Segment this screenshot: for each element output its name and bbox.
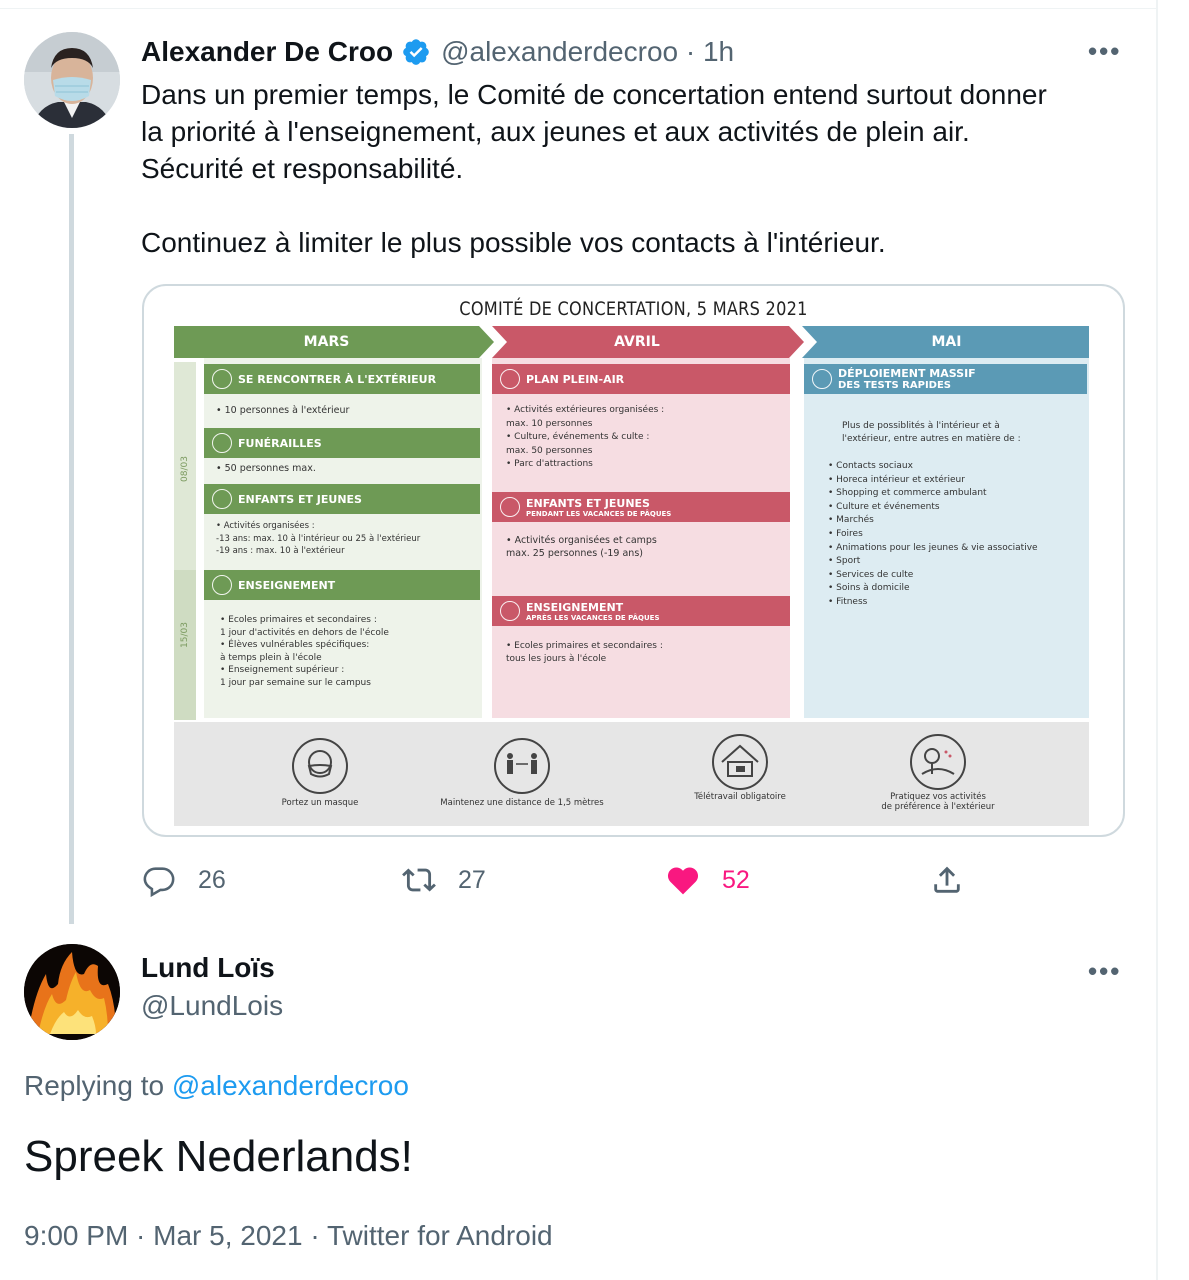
section-header: PLAN PLEIN-AIR [492,364,790,394]
date-label: 15/03 [179,622,190,648]
section-text: • Activités organisées : -13 ans: max. 10 à l'intérieur ou 25 à l'extérieur -19 ans : max. 10 à l'extérieur [216,521,421,556]
section-text: • 10 personnes à l'extérieur [216,405,350,416]
section-header: DÉPLOIEMENT MASSIF DES TESTS RAPIDES [804,364,1087,394]
column-avril [492,358,790,718]
section-header: FUNÉRAILLES [204,428,480,458]
retweet-count: 27 [458,865,486,894]
reply-author-handle[interactable]: @LundLois [141,990,284,1021]
section-header: ENFANTS ET JEUNES PENDANT LES VACANCES DE PÂQUES [492,492,790,522]
book-icon [212,575,232,595]
author-avatar[interactable] [24,32,120,128]
meeting-icon [212,369,232,389]
reply-author-name[interactable]: Lund Loïs [141,952,275,983]
author-name[interactable]: Alexander De Croo [141,36,394,67]
tweet-text-line: Dans un premier temps, le Comité de concertation entend surtout donner [141,79,1047,110]
distance-icon [494,738,550,794]
section-intro: Plus de possiblités à l'intérieur et à l'extérieur, entre autres en matière de : [842,421,1021,444]
children-icon [212,489,232,509]
like-count: 52 [722,865,750,894]
tweet-media-image[interactable] [142,284,1125,837]
top-divider [0,8,1156,9]
tweet-header [141,32,734,72]
section-header: ENSEIGNEMENT APRÈS LES VACANCES DE PÂQUES [492,596,790,626]
date-label: 08/03 [179,456,190,482]
recommendations-band [174,722,1089,826]
tweet-text-line: Sécurité et responsabilité. [141,153,464,184]
heart-icon [666,863,700,897]
recommendation-label: Télétravail obligatoire [694,792,786,802]
section-header: ENSEIGNEMENT [204,570,480,600]
section-text: • 50 personnes max. [216,463,316,474]
children-icon [500,497,520,517]
column-divider [1156,0,1158,1280]
column-header-mars: MARS [303,333,350,350]
home-office-icon [712,734,768,790]
book-icon [500,601,520,621]
recommendation-label: Portez un masque [281,798,359,808]
column-mars [204,358,482,718]
more-options-icon[interactable]: ••• [1088,36,1122,66]
column-header-avril: AVRIL [614,333,660,350]
section-header: SE RENCONTRER À L'EXTÉRIEUR [204,364,480,394]
share-icon [930,863,964,897]
mask-icon [292,738,348,794]
verified-badge-icon [401,37,431,67]
tweet-text-line: Continuez à limiter le plus possible vos contacts à l'intérieur. [141,227,886,258]
more-options-icon[interactable]: ••• [1088,956,1122,986]
author-handle-time[interactable]: @alexanderdecroo · 1h [441,36,735,67]
reply-count: 26 [198,865,226,894]
section-text: • Activités extérieures organisées : max. 10 personnes • Culture, événements & culte : max. 50 personnes • Parc d'attractions [506,405,665,469]
candle-icon [212,433,232,453]
infographic-title: COMITÉ DE CONCERTATION, 5 MARS 2021 [459,298,808,320]
recommendation-label: Maintenez une distance de 1,5 mètres [440,798,604,808]
column-mai [804,358,1089,718]
like-button[interactable] [666,860,750,900]
reply-text: Spreek Nederlands! [24,1132,413,1181]
retweet-icon [402,863,436,897]
section-text: • Ecoles primaires et secondaires : tous les jours à l'école [506,641,663,664]
tweet-text-line: la priorité à l'enseignement, aux jeunes et aux activités de plein air. [141,116,970,147]
share-button[interactable] [930,860,986,900]
replying-handle-link[interactable]: @alexanderdecroo [171,1070,409,1101]
column-header-mai: MAI [931,333,962,350]
thread-line [69,134,74,924]
replying-prefix: Replying to [24,1070,165,1101]
section-text: • Activités organisées et camps max. 25 personnes (-19 ans) [506,535,657,559]
outdoor-plan-icon [500,369,520,389]
outdoor-icon [910,734,966,790]
section-text: • Contacts sociaux • Horeca intérieur et extérieur • Shopping et commerce ambulant • Culture et événements • Marchés • Foires • Animations pour les jeunes & vie associative • Sport • Services de culte • Soins à domicile • Fitness [828,461,1038,607]
reply-button[interactable] [142,860,226,900]
section-header: ENFANTS ET JEUNES [204,484,480,514]
retweet-button[interactable] [402,860,486,900]
recommendation-label: Pratiquez vos activités de préférence à l'extérieur [881,792,995,812]
replying-to [24,1070,409,1102]
test-icon [812,369,832,389]
tweet-text [141,76,1141,261]
reply-icon [142,863,176,897]
tweet-timestamp-source[interactable]: 9:00 PM · Mar 5, 2021 · Twitter for Android [24,1220,553,1251]
reply-author-avatar[interactable] [24,944,120,1040]
section-text: • Ecoles primaires et secondaires : 1 jour d'activités en dehors de l'école • Élèves vulnérables spécifiques: à temps plein à l'école • Enseignement supérieur : 1 jour par semaine sur le campus [220,615,389,688]
